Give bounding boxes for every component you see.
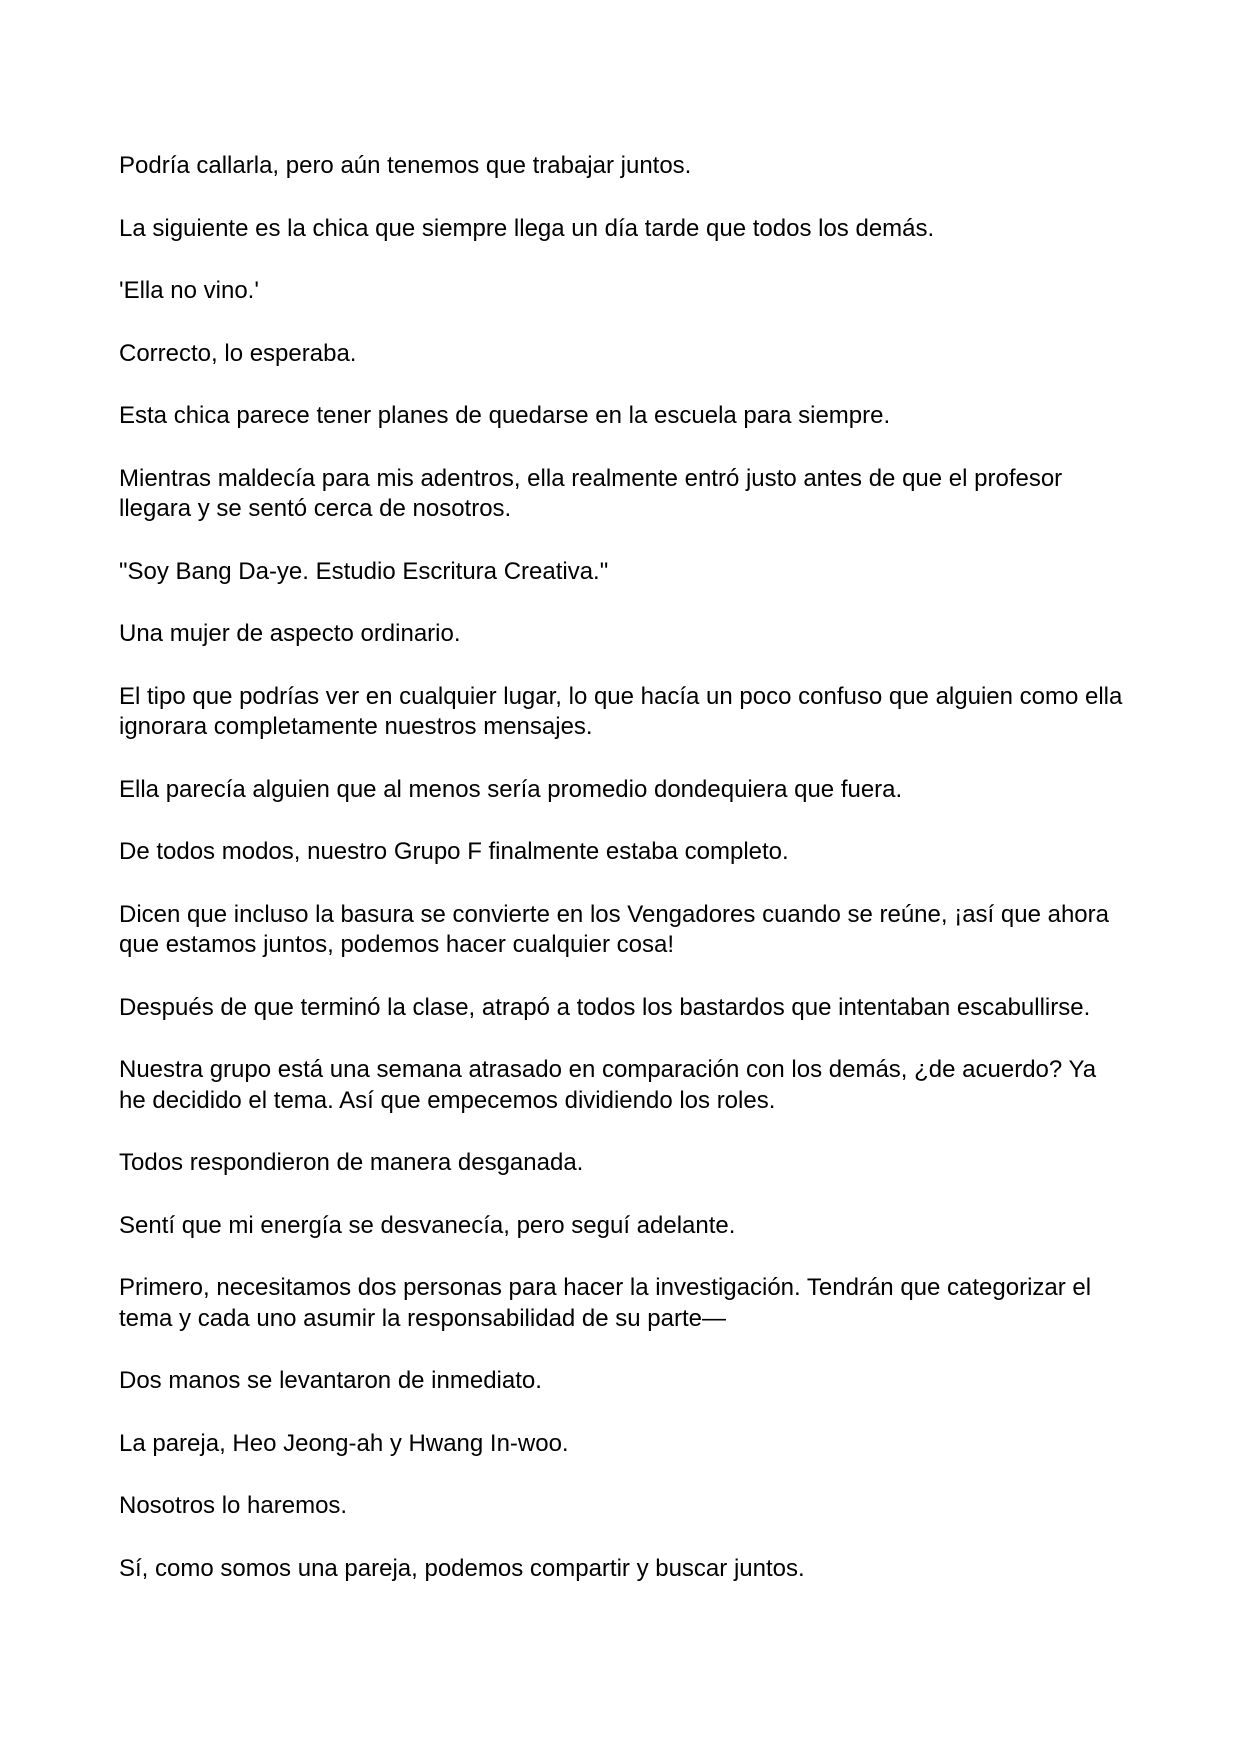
paragraph: Ella parecía alguien que al menos sería promedio dondequiera que fuera. — [119, 775, 903, 803]
paragraph: Nosotros lo haremos. — [119, 1492, 348, 1519]
paragraph: De todos modos, nuestro Grupo F finalmente estaba completo. — [119, 838, 789, 865]
paragraph: Sí, como somos una pareja, podemos compartir y buscar juntos. — [119, 1554, 805, 1582]
paragraph: Una mujer de aspecto ordinario. — [119, 620, 461, 647]
paragraph: Dicen que incluso la basura se convierte en los Vengadores cuando se reúne, ¡así que ahora que estamos juntos, podemos hacer cualquier cosa! — [119, 900, 1109, 958]
paragraph: El tipo que podrías ver en cualquier lugar, lo que hacía un poco confuso que alguien como ella ignorara completamente nuestros mensajes. — [119, 682, 1123, 740]
paragraph: La pareja, Heo Jeong-ah y Hwang In-woo. — [119, 1429, 569, 1457]
paragraph: Primero, necesitamos dos personas para hacer la investigación. Tendrán que categorizar el tema y cada uno asumir la responsabilidad de su parte— — [119, 1274, 1092, 1332]
paragraph: Nuestra grupo está una semana atrasado en comparación con los demás, ¿de acuerdo? Ya he decidido el tema. Así que empecemos dividiendo los roles. — [119, 1056, 1097, 1114]
paragraph: Mientras maldecía para mis adentros, ella realmente entró justo antes de que el profesor llegara y se sentó cerca de nosotros. — [119, 464, 1063, 522]
paragraph: Esta chica parece tener planes de quedarse en la escuela para siempre. — [119, 402, 891, 429]
paragraph: Dos manos se levantaron de inmediato. — [119, 1367, 542, 1394]
paragraph: La siguiente es la chica que siempre llega un día tarde que todos los demás. — [119, 214, 935, 242]
paragraph: Todos respondieron de manera desganada. — [119, 1149, 584, 1176]
paragraph: 'Ella no vino.' — [119, 277, 259, 304]
paragraph: "Soy Bang Da-ye. Estudio Escritura Creativa." — [119, 557, 609, 585]
paragraph: Correcto, lo esperaba. — [119, 339, 357, 367]
paragraph: Sentí que mi energía se desvanecía, pero seguí adelante. — [119, 1211, 736, 1239]
paragraph: Después de que terminó la clase, atrapó a todos los bastardos que intentaban escabullirse. — [119, 993, 1091, 1021]
document-body — [119, 151, 1129, 1616]
paragraph: Podría callarla, pero aún tenemos que trabajar juntos. — [119, 152, 692, 179]
